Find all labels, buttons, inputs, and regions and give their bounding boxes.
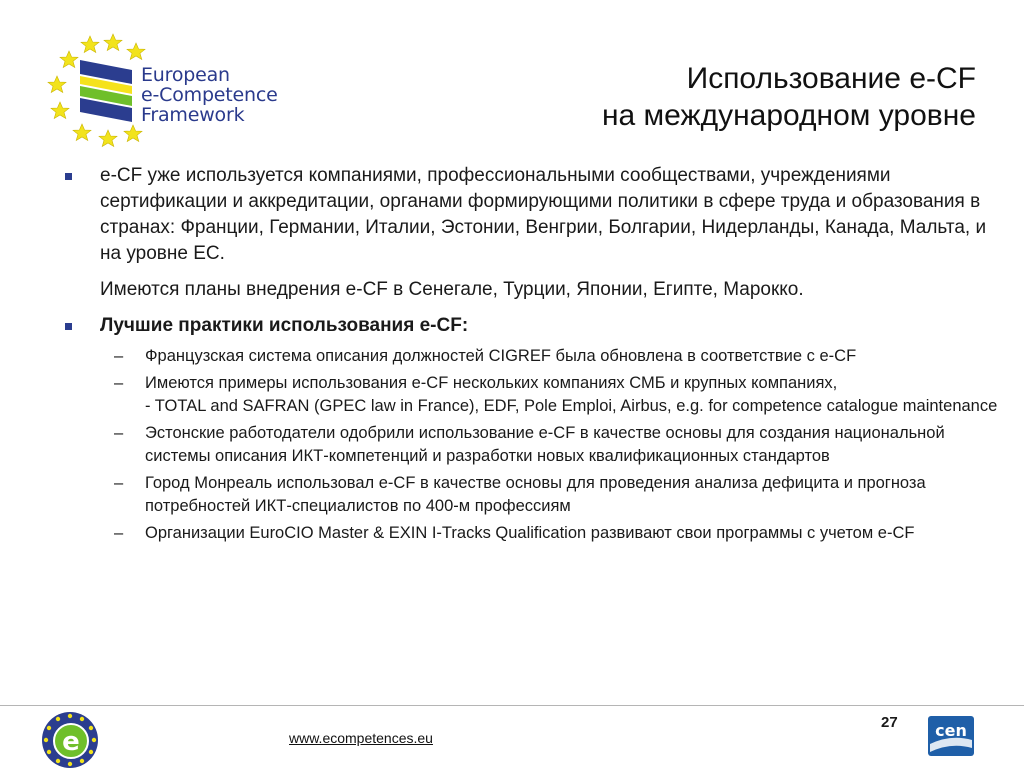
slide-title — [602, 60, 976, 134]
sub-item-text: Эстонские работодатели одобрили использование e-CF в качестве основы для создания национальной системы описания ИКТ-компетенций и разработки новых квалификационных стандартов — [145, 424, 945, 465]
sub-item-continuation: - TOTAL and SAFRAN (GPEC law in France), EDF, Pole Emploi, Airbus, e.g. for competence catalogue maintenance — [145, 397, 998, 415]
bullet-continuation: Имеются планы внедрения e-CF в Сенегале, Турции, Японии, Египте, Марокко. — [100, 279, 804, 300]
star-icon — [124, 125, 142, 142]
ec-logo-letter: e — [62, 727, 80, 757]
dash-bullet: – — [114, 347, 124, 365]
ecf-logo-text — [141, 65, 278, 125]
star-icon — [51, 102, 69, 119]
sub-item — [60, 422, 1010, 468]
website-link[interactable]: www.ecompetences.eu — [289, 730, 433, 746]
title-line-1: Использование e-CF — [686, 62, 976, 95]
dash-bullet: – — [114, 424, 124, 442]
sub-item — [60, 522, 1010, 545]
star-icon — [60, 51, 78, 68]
title-line-2: на международном уровне — [601, 99, 976, 132]
sub-item — [60, 372, 1010, 418]
square-bullet-icon — [65, 323, 72, 330]
sub-item-text: Французская система описания должностей CIGREF была обновлена в соответствие с e-CF — [145, 347, 857, 365]
star-icon — [48, 76, 66, 93]
bullet-item-usage — [60, 163, 1010, 267]
star-icon — [73, 124, 91, 141]
sub-item-text: Город Монреаль использовал e-CF в качестве основы для проведения анализа дефицита и прогноза потребностей ИКТ-специалистов по 400-м профессиям — [145, 474, 926, 515]
bullet-text: Лучшие практики использования e-CF: — [100, 315, 469, 336]
sub-item-text: Организации EuroCIO Master & EXIN I-Tracks Qualification развивают свои программы с учетом e-CF — [145, 524, 915, 542]
sub-item — [60, 472, 1010, 518]
cen-logo-text: cen — [935, 721, 967, 740]
sub-item — [60, 345, 1010, 368]
cen-logo — [926, 714, 976, 762]
slide-content — [60, 163, 1010, 549]
logo-line-1: European — [141, 64, 230, 86]
star-icon — [104, 34, 122, 51]
star-icon — [127, 43, 145, 60]
ecf-logo — [40, 28, 290, 158]
bullet-text: e-CF уже используется компаниями, профессиональными сообществами, учреждениями сертификации и аккредитации, органами формирующими политики в сфере труда и образования в странах: Франции, Германии, Италии, Эстонии, Венгрии, Болгарии, Нидерланды, Канада, Мальта, и на уровне ЕС. — [100, 165, 987, 264]
page-number: 27 — [881, 714, 898, 731]
bullet-item-best-practices — [60, 313, 1010, 339]
dash-bullet: – — [114, 374, 124, 392]
logo-line-3: Framework — [141, 104, 245, 126]
sub-item-text: Имеются примеры использования e-CF нескольких компаниях СМБ и крупных компаниях, — [145, 374, 838, 392]
dash-bullet: – — [114, 524, 124, 542]
star-icon — [81, 36, 99, 53]
dash-bullet: – — [114, 474, 124, 492]
ec-badge-logo — [40, 710, 100, 770]
square-bullet-icon — [65, 173, 72, 180]
footer-divider — [0, 705, 1024, 706]
star-icon — [99, 130, 117, 147]
logo-line-2: e-Competence — [141, 84, 278, 106]
